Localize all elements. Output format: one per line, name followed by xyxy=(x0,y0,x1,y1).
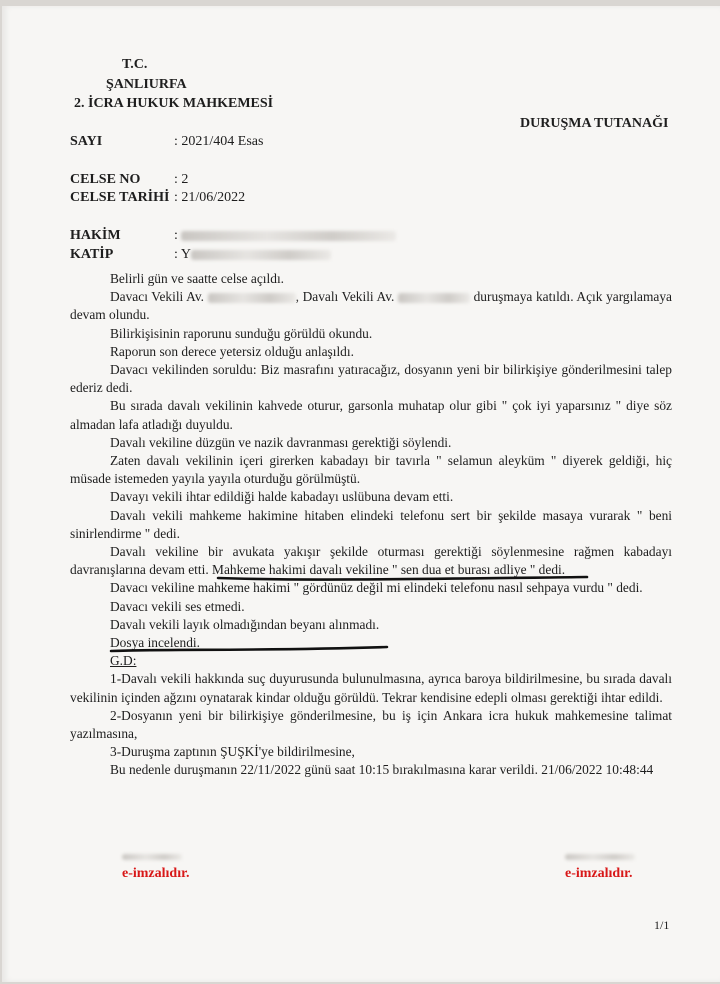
decision-item: Bu nedenle duruşmanın 22/11/2022 günü saat 10:15 bırakılmasına karar verildi. 21/06/2022 10:48:44 xyxy=(110,762,654,778)
decision-item: 3-Duruşma zaptının ŞUŞKİ'ye bildirilmesine, xyxy=(110,744,355,760)
city-heading: ŞANLIURFA xyxy=(106,77,187,92)
paragraph-text: Davalı vekiline bir avukata yakışır şekilde oturması gerektiği söylenmesine rağmen kabadayı davranışlarına devam etti. xyxy=(70,544,672,578)
redacted-name xyxy=(398,293,470,303)
document-page xyxy=(2,6,720,982)
sayi-value: : 2021/404 Esas xyxy=(174,134,264,149)
redacted-name xyxy=(208,293,296,303)
left-signature-block xyxy=(122,854,190,882)
e-signature-right: e-imzalıdır. xyxy=(565,866,633,881)
hakim-row xyxy=(174,228,396,244)
document-title: DURUŞMA TUTANAĞI xyxy=(520,116,669,131)
celse-no-value: : 2 xyxy=(174,172,189,187)
decision-item: 2-Dosyanın yeni bir bilirkişiye gönderilmesine, bu iş için Ankara icra hukuk mahkemesine talimat yazılmasına, xyxy=(70,707,672,742)
paragraph: Bilirkişisinin raporunu sunduğu görüldü okundu. xyxy=(110,325,373,341)
katip-label: KATİP xyxy=(70,247,114,262)
paragraph: Zaten davalı vekilinin içeri girerken kabadayı bir tavırla " selamun aleyküm " diyerek geldiği, hiç müsade istemeden yayıla yayıla oturduğu görülmüştü. xyxy=(70,453,672,487)
paragraph xyxy=(70,288,672,324)
paragraph: Bu sırada davalı vekilinin kahvede oturur, garsonla muhatap olur gibi " çok iyi yaparsınız " diye söz almadan lafa atladığı duyuldu. xyxy=(70,398,672,432)
celse-tarihi-value: : 21/06/2022 xyxy=(174,190,246,205)
katip-value: : Y xyxy=(174,247,191,262)
paragraph-text: , Davalı Vekili Av. xyxy=(295,289,395,305)
minutes-body xyxy=(70,270,672,780)
paragraph-text: duruşmaya katıldı. Açık yargılamaya devam olundu. xyxy=(70,289,672,323)
redacted-signer xyxy=(122,854,182,860)
right-signature-block xyxy=(565,854,635,882)
sayi-label: SAYI xyxy=(70,134,103,149)
paragraph: Davalı vekiline düzgün ve nazik davranması gerektiği söylendi. xyxy=(110,434,452,450)
redacted-name xyxy=(191,250,331,260)
page-number: 1/1 xyxy=(654,918,670,932)
paragraph: Davalı vekili mahkeme hakimine hitaben elindeki telefonu sert bir şekilde masaya vurarak " beni sinirlendirme " dedi. xyxy=(70,507,672,541)
paragraph: Raporun son derece yetersiz olduğu anlaşıldı. xyxy=(110,343,354,359)
paragraph: Dosya incelendi. xyxy=(110,635,200,651)
paragraph: Belirli gün ve saatte celse açıldı. xyxy=(110,271,285,286)
hakim-value: : xyxy=(174,228,182,243)
paragraph: Davacı vekilinden soruldu: Biz masrafını yatıracağız, dosyanın yeni bir bilirkişiye gönderilmesini talep ederiz dedi. xyxy=(70,362,672,396)
court-heading: 2. İCRA HUKUK MAHKEMESİ xyxy=(74,96,274,111)
celse-tarihi-label: CELSE TARİHİ xyxy=(70,190,170,205)
hakim-label: HAKİM xyxy=(70,228,121,243)
redacted-signer xyxy=(565,854,635,860)
paragraph-underlined: Davalı vekili layık olmadığından beyanı alınmadı. xyxy=(110,616,380,632)
celse-no-label: CELSE NO xyxy=(70,172,141,187)
tc-heading: T.C. xyxy=(122,57,148,72)
e-signature-left: e-imzalıdır. xyxy=(122,866,190,881)
paragraph xyxy=(70,543,672,579)
gd-heading: G.D: xyxy=(110,653,137,669)
paragraph: Davayı vekili ihtar edildiği halde kabadayı uslübuna devam etti. xyxy=(110,489,454,505)
katip-row xyxy=(174,247,331,263)
paragraph-text: Davacı Vekili Av. xyxy=(110,289,204,305)
highlighted-quote: Mahkeme hakimi davalı vekiline " sen dua et burası adliye " dedi. xyxy=(212,562,566,578)
redacted-name xyxy=(181,231,396,241)
decision-item: 1-Davalı vekili hakkında suç duyurusunda bulunulmasına, ayrıca baroya bildirilmesine, bu sırada davalı vekilinin içinden ağzını oynatarak kindar olduğu görüldü. Tekrar kendisine edepli olması gerektiği ihtar edildi. xyxy=(70,671,672,705)
paragraph: Davacı vekiline mahkeme hakimi " gördünüz değil mi elindeki telefonu nasıl sehpaya vurdu " dedi. xyxy=(110,580,643,596)
paragraph: Davacı vekili ses etmedi. xyxy=(110,598,245,614)
